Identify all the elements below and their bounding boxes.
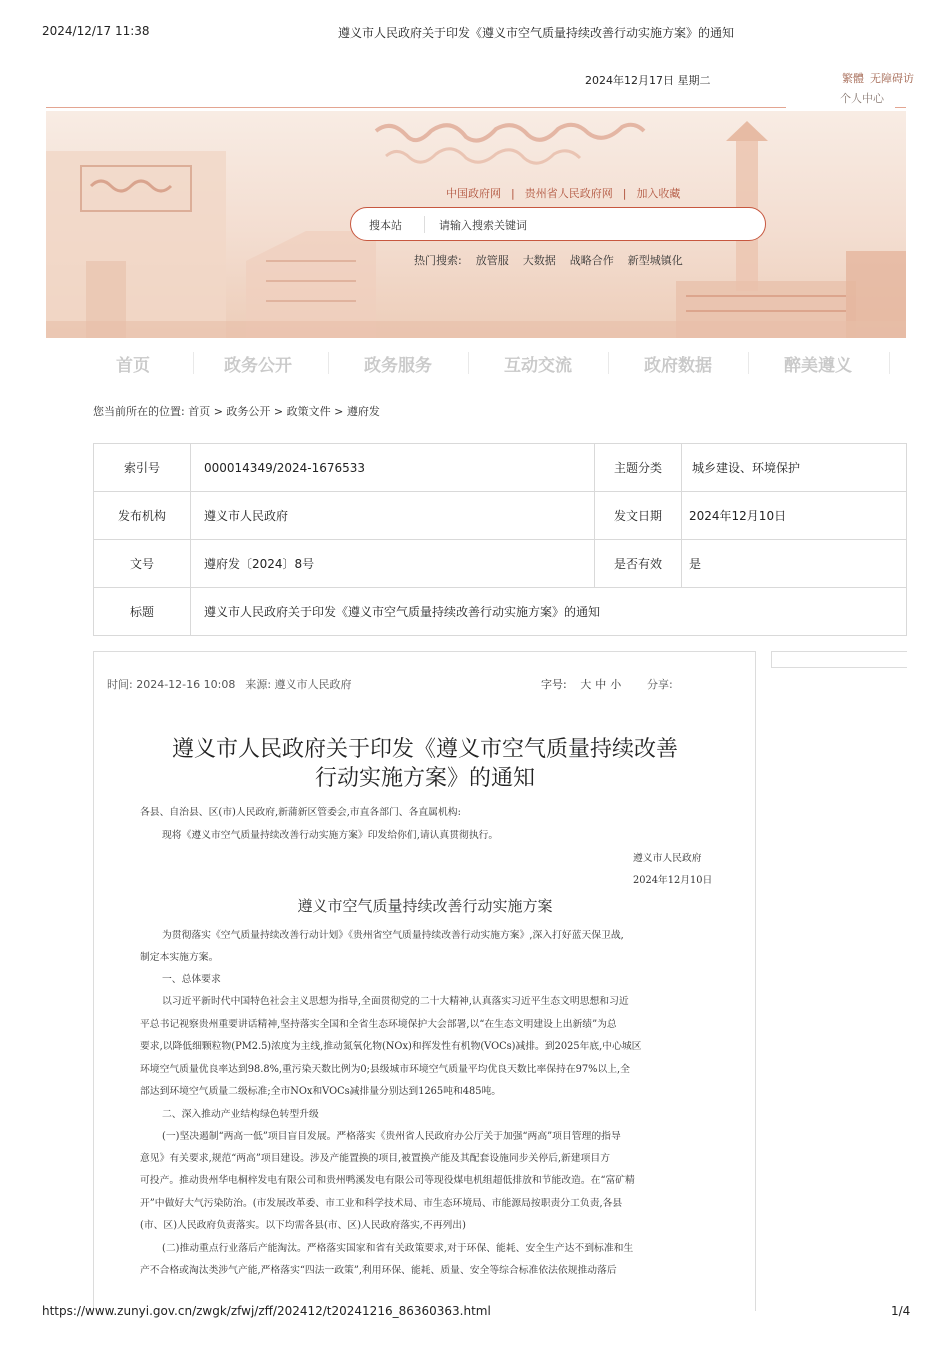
font-size-large[interactable]: 大 <box>580 678 592 691</box>
nav-separator <box>193 352 194 374</box>
search-bar <box>350 207 766 241</box>
print-datetime: 2024/12/17 11:38 <box>42 24 150 38</box>
hot-search-item[interactable]: 新型城镇化 <box>627 254 683 267</box>
body-line: 部达到环境空气质量二级标准;全市NOx和VOCs减排量分别达到1265吨和485吨。 <box>140 1086 502 1097</box>
meta-key: 标题 <box>94 588 191 636</box>
nav-separator <box>748 352 749 374</box>
table-row <box>94 540 907 588</box>
article-source: 来源: 遵义市人民政府 <box>245 678 352 691</box>
body-line: 环境空气质量优良率达到98.8%,重污染天数比例为0;县级城市环境空气质量平均优良天数比率保持在97%以上,全 <box>140 1064 630 1075</box>
body-line: 制定本实施方案。 <box>140 952 219 963</box>
top-links <box>842 70 920 86</box>
nav-home[interactable]: 首页 <box>116 356 150 376</box>
meta-key: 索引号 <box>94 444 191 492</box>
hot-search-item[interactable]: 大数据 <box>522 254 556 267</box>
meta-key: 是否有效 <box>595 540 682 588</box>
plan-title: 遵义市空气质量持续改善行动实施方案 <box>297 897 553 915</box>
share-label: 分享: <box>647 678 673 691</box>
print-url: https://www.zunyi.gov.cn/zwgk/zfwj/zff/202412/t20241216_86360363.html <box>42 1304 491 1318</box>
recipients: 各县、自治县、区(市)人民政府,新蒲新区管委会,市直各部门、各直属机构: <box>140 807 461 818</box>
body-line: (二)推动重点行业落后产能淘汰。严格落实国家和省有关政策要求,对于环保、能耗、安全生产达不到标准和生 <box>162 1243 634 1254</box>
body-line: 要求,以降低细颗粒物(PM2.5)浓度为主线,推动氮氧化物(NOx)和挥发性有机物(VOCs)减排。到2025年底,中心城区 <box>140 1041 642 1052</box>
search-scope[interactable]: 搜本站 <box>369 219 402 232</box>
body-line: 开”中做好大气污染防治。(市发展改革委、市工业和科学技术局、市生态环境局、市能源局按职责分工负责,各县 <box>140 1198 623 1209</box>
article-info <box>107 676 352 692</box>
meta-value: 是 <box>682 540 907 588</box>
current-date: 2024年12月17日 星期二 <box>585 74 711 87</box>
meta-value: 000014349/2024-1676533 <box>191 444 595 492</box>
nav-beautiful-zunyi[interactable]: 醉美遵义 <box>784 356 852 376</box>
personal-center-link[interactable]: 个人中心 <box>840 92 884 105</box>
meta-value: 城乡建设、环境保护 <box>682 444 907 492</box>
search-input[interactable] <box>437 213 741 237</box>
body-line: 以习近平新时代中国特色社会主义思想为指导,全面贯彻党的二十大精神,认真落实习近平生态文明思想和习近 <box>162 996 629 1007</box>
nav-gov-affairs-public[interactable]: 政务公开 <box>224 356 292 376</box>
breadcrumb[interactable]: 您当前所在的位置: 首页 > 政务公开 > 政策文件 > 遵府发 <box>93 405 380 418</box>
nav-separator <box>889 352 890 374</box>
sign-date: 2024年12月10日 <box>633 875 713 886</box>
meta-value: 遵府发〔2024〕8号 <box>191 540 595 588</box>
traditional-chinese-link[interactable]: 繁體 <box>842 72 864 85</box>
print-title: 遵义市人民政府关于印发《遵义市空气质量持续改善行动实施方案》的通知 <box>338 26 735 40</box>
nav-separator <box>608 352 609 374</box>
body-line: 平总书记视察贵州重要讲话精神,坚持落实全国和全省生态环境保护大会部署,以“在生态文明建设上出新绩”为总 <box>140 1019 617 1030</box>
nav-separator <box>328 352 329 374</box>
gov-links <box>442 185 684 201</box>
print-page-number: 1/4 <box>891 1304 911 1318</box>
signature: 遵义市人民政府 <box>633 853 702 864</box>
font-size-medium[interactable]: 中 <box>595 678 607 691</box>
site-banner <box>46 111 906 338</box>
meta-key: 发文日期 <box>595 492 682 540</box>
font-size-control <box>541 676 621 692</box>
article-title <box>110 735 740 793</box>
header-divider <box>46 107 786 108</box>
sidebar-box <box>771 651 907 668</box>
table-row <box>94 588 907 636</box>
section-heading: 一、总体要求 <box>162 974 221 985</box>
body-line: 意见》有关要求,规范“两高”项目建设。涉及产能置换的项目,被置换产能及其配套设施同步关停后,新建项目方 <box>140 1153 611 1164</box>
hot-searches <box>414 252 683 268</box>
nav-gov-services[interactable]: 政务服务 <box>364 356 432 376</box>
body-line: 可投产。推动贵州华电桐梓发电有限公司和贵州鸭溪发电有限公司等现役煤电机组超低排放和节能改造。在“富矿精 <box>140 1175 635 1186</box>
table-row <box>94 492 907 540</box>
font-size-small[interactable]: 小 <box>610 678 622 691</box>
nav-separator <box>468 352 469 374</box>
body-line: 产不合格或淘汰类涉气产能,严格落实“四法一政策”,利用环保、能耗、质量、安全等综合标准依法依规推动落后 <box>140 1265 617 1276</box>
publish-time: 时间: 2024-12-16 10:08 <box>107 678 236 691</box>
body-line: 为贯彻落实《空气质量持续改善行动计划》《贵州省空气质量持续改善行动实施方案》,深入打好蓝天保卫战, <box>162 930 624 941</box>
hot-search-label: 热门搜索: <box>414 254 462 267</box>
search-divider <box>424 216 425 233</box>
nav-interaction[interactable]: 互动交流 <box>504 356 572 376</box>
font-size-label: 字号: <box>541 678 567 691</box>
meta-key: 主题分类 <box>595 444 682 492</box>
section-heading: 二、深入推动产业结构绿色转型升级 <box>162 1109 319 1120</box>
meta-value: 遵义市人民政府 <box>191 492 595 540</box>
hot-search-item[interactable]: 放管服 <box>475 254 509 267</box>
accessibility-link[interactable]: 无障碍访 <box>870 72 914 85</box>
main-nav <box>46 340 906 384</box>
meta-value: 2024年12月10日 <box>682 492 907 540</box>
document-meta-table <box>93 443 907 636</box>
hot-search-item[interactable]: 战略合作 <box>569 254 614 267</box>
intro-paragraph: 现将《遵义市空气质量持续改善行动实施方案》印发给你们,请认真贯彻执行。 <box>162 830 499 841</box>
header-divider-right <box>895 107 906 108</box>
meta-key: 发布机构 <box>94 492 191 540</box>
article-title-line: 行动实施方案》的通知 <box>314 766 535 791</box>
link-separator: | <box>511 187 515 200</box>
table-row <box>94 444 907 492</box>
gov-link-central[interactable]: 中国政府网 <box>446 187 501 200</box>
body-line: (市、区)人民政府负责落实。以下均需各县(市、区)人民政府落实,不再列出) <box>140 1220 466 1231</box>
meta-key: 文号 <box>94 540 191 588</box>
nav-gov-data[interactable]: 政府数据 <box>644 356 712 376</box>
link-separator: | <box>622 187 627 200</box>
article-title-line: 遵义市人民政府关于印发《遵义市空气质量持续改善 <box>171 737 678 762</box>
gov-link-province[interactable]: 贵州省人民政府网 <box>524 187 613 200</box>
body-line: (一)坚决遏制“两高一低”项目盲目发展。严格落实《贵州省人民政府办公厅关于加强“两高”项目管理的指导 <box>162 1131 621 1142</box>
add-favorite-link[interactable]: 加入收藏 <box>636 187 681 200</box>
meta-value: 遵义市人民政府关于印发《遵义市空气质量持续改善行动实施方案》的通知 <box>191 588 907 636</box>
